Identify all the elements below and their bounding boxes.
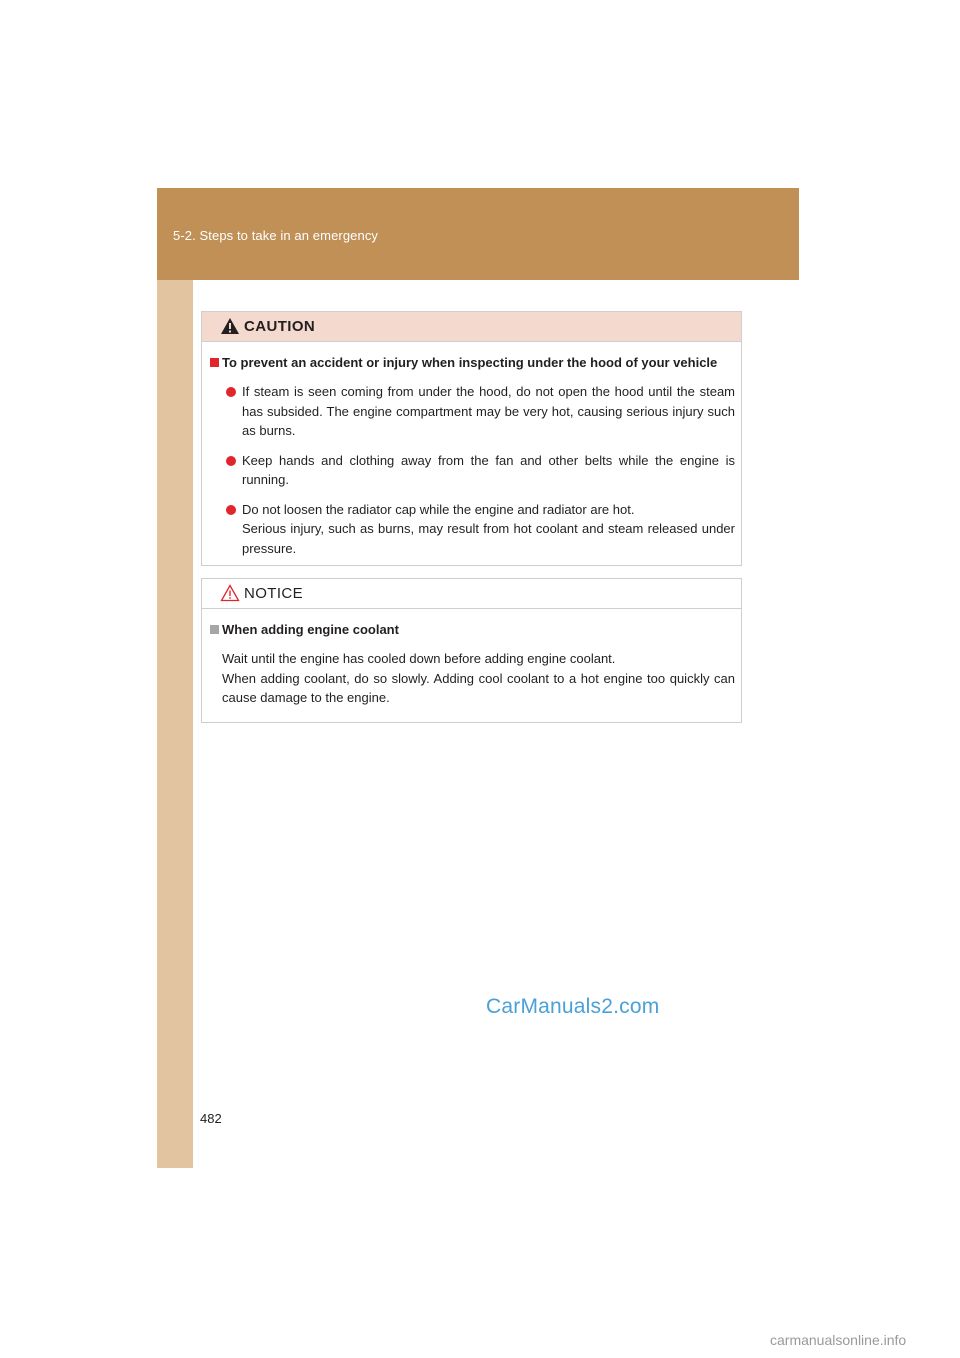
notice-label: NOTICE <box>244 585 304 602</box>
gray-square-marker-icon <box>210 625 219 634</box>
caution-label: CAUTION <box>244 318 316 335</box>
warning-triangle-icon <box>220 317 240 335</box>
notice-header <box>202 579 741 609</box>
caution-bullet-1: If steam is seen coming from under the hood, do not open the hood until the steam has subsided. The engine compartment may be very hot, causing serious injury such as burns. <box>210 382 735 441</box>
bullet-dot-icon <box>226 387 236 397</box>
watermark-logo: CarManuals2.com <box>486 995 660 1018</box>
caution-subheading: To prevent an accident or injury when inspecting under the hood of your vehicle <box>210 354 735 372</box>
red-square-marker-icon <box>210 358 219 367</box>
caution-bullet-2: Keep hands and clothing away from the fan and other belts while the engine is running. <box>210 451 735 490</box>
caution-header <box>202 312 741 342</box>
notice-subheading: When adding engine coolant <box>210 621 735 639</box>
notice-box <box>201 578 742 723</box>
caution-box <box>201 311 742 566</box>
page-number: 482 <box>200 1111 222 1126</box>
bullet-dot-icon <box>226 505 236 515</box>
section-title: 5-2. Steps to take in an emergency <box>173 228 379 243</box>
section-header <box>157 188 799 280</box>
bullet-dot-icon <box>226 456 236 466</box>
warning-triangle-icon <box>220 584 240 602</box>
caution-bullet-3: Do not loosen the radiator cap while the engine and radiator are hot. Serious injury, such as burns, may result from hot coolant and steam released under pressure. <box>210 500 735 559</box>
footer-watermark: carmanualsonline.info <box>770 1332 907 1348</box>
chapter-sidebar <box>157 188 193 1168</box>
notice-body: Wait until the engine has cooled down before adding engine coolant. When adding coolant, do so slowly. Adding cool coolant to a hot engine too quickly can cause damage to the engine. <box>222 651 735 705</box>
